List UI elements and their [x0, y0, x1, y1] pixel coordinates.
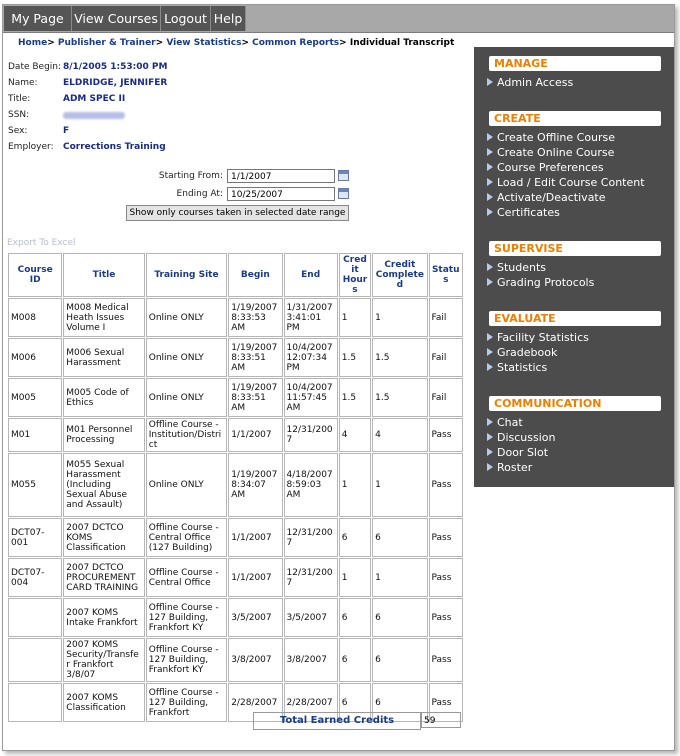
cell-training-site: Offline Course - 127 Building, Frankfort KY — [146, 638, 227, 682]
sidebar-item-students[interactable]: Students — [487, 261, 546, 274]
cell-credit-completed: 1 — [372, 558, 427, 597]
start-date-label: Starting From: — [158, 171, 223, 181]
cell-begin: 2/28/2007 — [228, 683, 282, 722]
table-row — [8, 298, 463, 337]
cell-title: M005 Code of Ethics — [63, 378, 144, 417]
cell-training-site: Offline Course - Institution/District — [146, 418, 227, 452]
section-manage: MANAGE — [489, 56, 661, 71]
sidebar-item-door-slot[interactable]: Door Slot — [487, 446, 548, 459]
table-body — [8, 298, 463, 722]
cell-status: Pass — [429, 418, 464, 452]
arrow-right-icon — [487, 193, 493, 201]
cell-status: Fail — [429, 338, 464, 377]
cell-title: 2007 KOMS Security/Transfer Frankfort 3/8/07 — [63, 638, 144, 682]
arrow-right-icon — [487, 163, 493, 171]
col-end[interactable]: End — [284, 253, 338, 297]
cell-title: M008 Medical Heath Issues Volume I — [63, 298, 144, 337]
sidebar-item-chat[interactable]: Chat — [487, 416, 523, 429]
breadcrumb-current: Individual Transcript — [349, 38, 455, 48]
section-communication: COMMUNICATION — [489, 396, 661, 411]
table-row — [8, 453, 463, 517]
col-begin[interactable]: Begin — [228, 253, 282, 297]
cell-credit-hours: 1.5 — [339, 378, 371, 417]
app-frame: My Page View Courses Logout Help Home> Publisher & Trainer> View Statistics> Common Reports> Individual Transcript Date Begin: 8/1/2005 1:53:00 PM Name: ELDRIDGE, JENNIFER Title: ADM SPEC II SSN: Sex: F Employer: Corrections Training Starting From: 1/1/2007 Ending At: 10/25/2007 Show only courses taken in selected date range Export To Excel Course ID Title Training Site Begin End Credit Hours Credit Completed Status M008 M008 Medical Heath Issues Volume I Online ONLY 1/19/2007 8:33:53 AM 1/31/2007 3:41:01 PM 1 1 Fail M006 M006 Sexual Harassment Online ONLY 1/19/2007 8:33:51 AM 10/4/2007 12:07:34 PM 1.5 1.5 Fail M005 M005 Code of Ethics Online ONLY 1/19/2007 8:33:51 AM 10/4/2007 11:57:45 AM 1.5 1.5 Fail M01 M01 Personnel Processing Offline Course - Institution/District 1/1/2007 12/31/2007 4 4 Pass M055 M055 Sexual Harassment (Including Sexual Abuse and Assault) Online ONLY 1/19/2007 8:34:07 AM 4/18/2007 8:59:03 AM 1 1 Pass DCT07-001 2007 DCTCO KOMS Classification Offline Course - Central Office (127 Building) 1/1/2007 12/31/2007 6 6 Pass DCT07-004 2007 DCTCO PROCUREMENT CARD TRAINING Offline Course - Central Office 1/1/2007 12/31/2007 1 1 Pass 2007 KOMS Intake Frankfort Offline Course - 127 Building, Frankfort KY 3/5/2007 3/5/2007 6 6 Pass 2007 KOMS Security/Transfer Frankfort 3/8/07 Offline Course - 127 Building, Frankfort KY 3/8/2007 3/8/2007 6 6 Pass 2007 KOMS Classification Offline Course - 127 Building, Frankfort 2/28/2007 2/28/2007 6 6 Pass Total Earned Credits 59 MANAGE Admin Access CREATE Create Offline Course Create Online Course Course Preferences Load / Edit Course Content Activate/Deactivate Certificates SUPERVISE Students Grading Protocols EVALUATE Facility Statistics Gradebook Statistics COMMUNICATION Chat Discussion Door Slot Roster — [2, 4, 675, 751]
col-course-id[interactable]: Course ID — [8, 253, 62, 297]
cell-begin: 1/19/2007 8:33:53 AM — [228, 298, 282, 337]
cell-end: 12/31/2007 — [284, 518, 338, 557]
cell-status: Pass — [429, 518, 464, 557]
cell-credit-hours: 6 — [339, 683, 371, 722]
col-status[interactable]: Status — [429, 253, 464, 297]
breadcrumb-common-reports[interactable]: Common Reports — [252, 38, 340, 48]
sidebar-item-load-edit-course-content[interactable]: Load / Edit Course Content — [487, 176, 645, 189]
col-title[interactable]: Title — [63, 253, 144, 297]
total-earned-credits-value: 59 — [421, 712, 461, 728]
cell-status: Pass — [429, 453, 464, 517]
table-row — [8, 638, 463, 682]
cell-credit-hours: 6 — [339, 638, 371, 682]
cell-credit-hours: 1 — [339, 298, 371, 337]
cell-credit-completed: 6 — [372, 683, 427, 722]
table-header-row — [8, 253, 463, 297]
sidebar — [474, 47, 674, 487]
section-create: CREATE — [489, 111, 661, 126]
sidebar-item-certificates[interactable]: Certificates — [487, 206, 560, 219]
export-to-excel-link[interactable]: Export To Excel — [7, 238, 76, 248]
cell-training-site: Online ONLY — [146, 298, 227, 337]
arrow-right-icon — [487, 333, 493, 341]
tab-view-courses[interactable]: View Courses — [72, 6, 161, 31]
cell-begin: 1/1/2007 — [228, 518, 282, 557]
cell-course-id: M055 — [8, 453, 62, 517]
sidebar-item-facility-statistics[interactable]: Facility Statistics — [487, 331, 589, 344]
cell-credit-completed: 6 — [372, 638, 427, 682]
tab-logout[interactable]: Logout — [161, 6, 211, 31]
cell-credit-completed: 1.5 — [372, 378, 427, 417]
table-row — [8, 378, 463, 417]
cell-credit-hours: 6 — [339, 598, 371, 637]
cell-credit-completed: 4 — [372, 418, 427, 452]
cell-training-site: Offline Course - Central Office (127 Building) — [146, 518, 227, 557]
cell-course-id — [8, 638, 62, 682]
cell-end: 12/31/2007 — [284, 558, 338, 597]
cell-end: 2/28/2007 — [284, 683, 338, 722]
cell-training-site: Online ONLY — [146, 453, 227, 517]
transcript-table — [7, 252, 464, 723]
sidebar-item-gradebook[interactable]: Gradebook — [487, 346, 557, 359]
cell-status: Pass — [429, 683, 464, 722]
table-row — [8, 598, 463, 637]
arrow-right-icon — [487, 363, 493, 371]
arrow-right-icon — [487, 433, 493, 441]
top-nav — [3, 5, 674, 33]
cell-course-id: M01 — [8, 418, 62, 452]
total-earned-credits-label: Total Earned Credits — [253, 712, 421, 730]
cell-course-id: DCT07-001 — [8, 518, 62, 557]
cell-credit-completed: 1.5 — [372, 338, 427, 377]
cell-begin: 1/19/2007 8:33:51 AM — [228, 378, 282, 417]
sidebar-item-discussion[interactable]: Discussion — [487, 431, 556, 444]
cell-begin: 3/8/2007 — [228, 638, 282, 682]
cell-status: Pass — [429, 598, 464, 637]
calendar-icon[interactable] — [338, 170, 349, 181]
cell-title: M055 Sexual Harassment (Including Sexual Abuse and Assault) — [63, 453, 144, 517]
cell-title: 2007 KOMS Intake Frankfort — [63, 598, 144, 637]
cell-begin: 1/19/2007 8:34:07 AM — [228, 453, 282, 517]
cell-begin: 1/1/2007 — [228, 418, 282, 452]
date-range-filter-button[interactable]: Show only courses taken in selected date range — [126, 205, 349, 221]
table-row — [8, 518, 463, 557]
cell-begin: 1/1/2007 — [228, 558, 282, 597]
cell-title: 2007 DCTCO KOMS Classification — [63, 518, 144, 557]
cell-training-site: Online ONLY — [146, 378, 227, 417]
arrow-right-icon — [487, 178, 493, 186]
cell-credit-completed: 6 — [372, 598, 427, 637]
breadcrumb-publisher-trainer[interactable]: Publisher & Trainer — [57, 38, 156, 48]
end-date-input[interactable]: 10/25/2007 — [227, 187, 335, 201]
cell-end: 10/4/2007 12:07:34 PM — [284, 338, 338, 377]
cell-credit-hours: 6 — [339, 518, 371, 557]
cell-course-id — [8, 598, 62, 637]
cell-status: Pass — [429, 558, 464, 597]
sidebar-item-admin-access[interactable]: Admin Access — [487, 76, 573, 89]
cell-status: Fail — [429, 298, 464, 337]
tab-help[interactable]: Help — [211, 6, 246, 31]
cell-training-site: Offline Course - 127 Building, Frankfort KY — [146, 598, 227, 637]
cell-training-site: Offline Course - 127 Building, Frankfort — [146, 683, 227, 722]
tab-my-page[interactable]: My Page — [4, 6, 72, 31]
ssn-redacted — [63, 112, 125, 119]
breadcrumb: Home> Publisher & Trainer> View Statistics> Common Reports> Individual Transcript — [18, 38, 455, 48]
arrow-right-icon — [487, 278, 493, 286]
col-credit-completed[interactable]: Credit Completed — [372, 253, 427, 297]
cell-course-id: M008 — [8, 298, 62, 337]
cell-training-site: Offline Course - Central Office — [146, 558, 227, 597]
cell-credit-hours: 1 — [339, 558, 371, 597]
cell-end: 1/31/2007 3:41:01 PM — [284, 298, 338, 337]
section-evaluate: EVALUATE — [489, 311, 661, 326]
arrow-right-icon — [487, 348, 493, 356]
cell-title: M006 Sexual Harassment — [63, 338, 144, 377]
cell-credit-hours: 1 — [339, 453, 371, 517]
col-credit-hours[interactable]: Credit Hours — [339, 253, 371, 297]
cell-title: 2007 KOMS Classification — [63, 683, 144, 722]
col-training-site[interactable]: Training Site — [146, 253, 227, 297]
arrow-right-icon — [487, 133, 493, 141]
cell-course-id: M005 — [8, 378, 62, 417]
sidebar-item-create-online-course[interactable]: Create Online Course — [487, 146, 614, 159]
cell-credit-hours: 1.5 — [339, 338, 371, 377]
breadcrumb-home[interactable]: Home — [18, 38, 48, 48]
arrow-right-icon — [487, 463, 493, 471]
breadcrumb-view-statistics[interactable]: View Statistics — [166, 38, 242, 48]
cell-end: 3/8/2007 — [284, 638, 338, 682]
arrow-right-icon — [487, 208, 493, 216]
cell-title: 2007 DCTCO PROCUREMENT CARD TRAINING — [63, 558, 144, 597]
end-date-label: Ending At: — [176, 189, 223, 199]
cell-end: 3/5/2007 — [284, 598, 338, 637]
sidebar-item-create-offline-course[interactable]: Create Offline Course — [487, 131, 615, 144]
cell-begin: 1/19/2007 8:33:51 AM — [228, 338, 282, 377]
cell-credit-completed: 1 — [372, 453, 427, 517]
table-row — [8, 418, 463, 452]
sidebar-item-roster[interactable]: Roster — [487, 461, 532, 474]
cell-training-site: Online ONLY — [146, 338, 227, 377]
cell-status: Fail — [429, 378, 464, 417]
arrow-right-icon — [487, 263, 493, 271]
calendar-icon[interactable] — [338, 188, 349, 199]
cell-begin: 3/5/2007 — [228, 598, 282, 637]
arrow-right-icon — [487, 148, 493, 156]
cell-end: 10/4/2007 11:57:45 AM — [284, 378, 338, 417]
arrow-right-icon — [487, 78, 493, 86]
sidebar-item-course-preferences[interactable]: Course Preferences — [487, 161, 604, 174]
cell-credit-completed: 6 — [372, 518, 427, 557]
sidebar-item-activate-deactivate[interactable]: Activate/Deactivate — [487, 191, 606, 204]
section-supervise: SUPERVISE — [489, 241, 661, 256]
cell-end: 4/18/2007 8:59:03 AM — [284, 453, 338, 517]
cell-end: 12/31/2007 — [284, 418, 338, 452]
table-row — [8, 338, 463, 377]
cell-credit-hours: 4 — [339, 418, 371, 452]
arrow-right-icon — [487, 448, 493, 456]
start-date-input[interactable]: 1/1/2007 — [227, 169, 335, 183]
sidebar-item-grading-protocols[interactable]: Grading Protocols — [487, 276, 594, 289]
cell-course-id: M006 — [8, 338, 62, 377]
sidebar-item-statistics[interactable]: Statistics — [487, 361, 547, 374]
arrow-right-icon — [487, 418, 493, 426]
cell-course-id — [8, 683, 62, 722]
cell-course-id: DCT07-004 — [8, 558, 62, 597]
table-row — [8, 558, 463, 597]
cell-credit-completed: 1 — [372, 298, 427, 337]
cell-title: M01 Personnel Processing — [63, 418, 144, 452]
cell-status: Pass — [429, 638, 464, 682]
